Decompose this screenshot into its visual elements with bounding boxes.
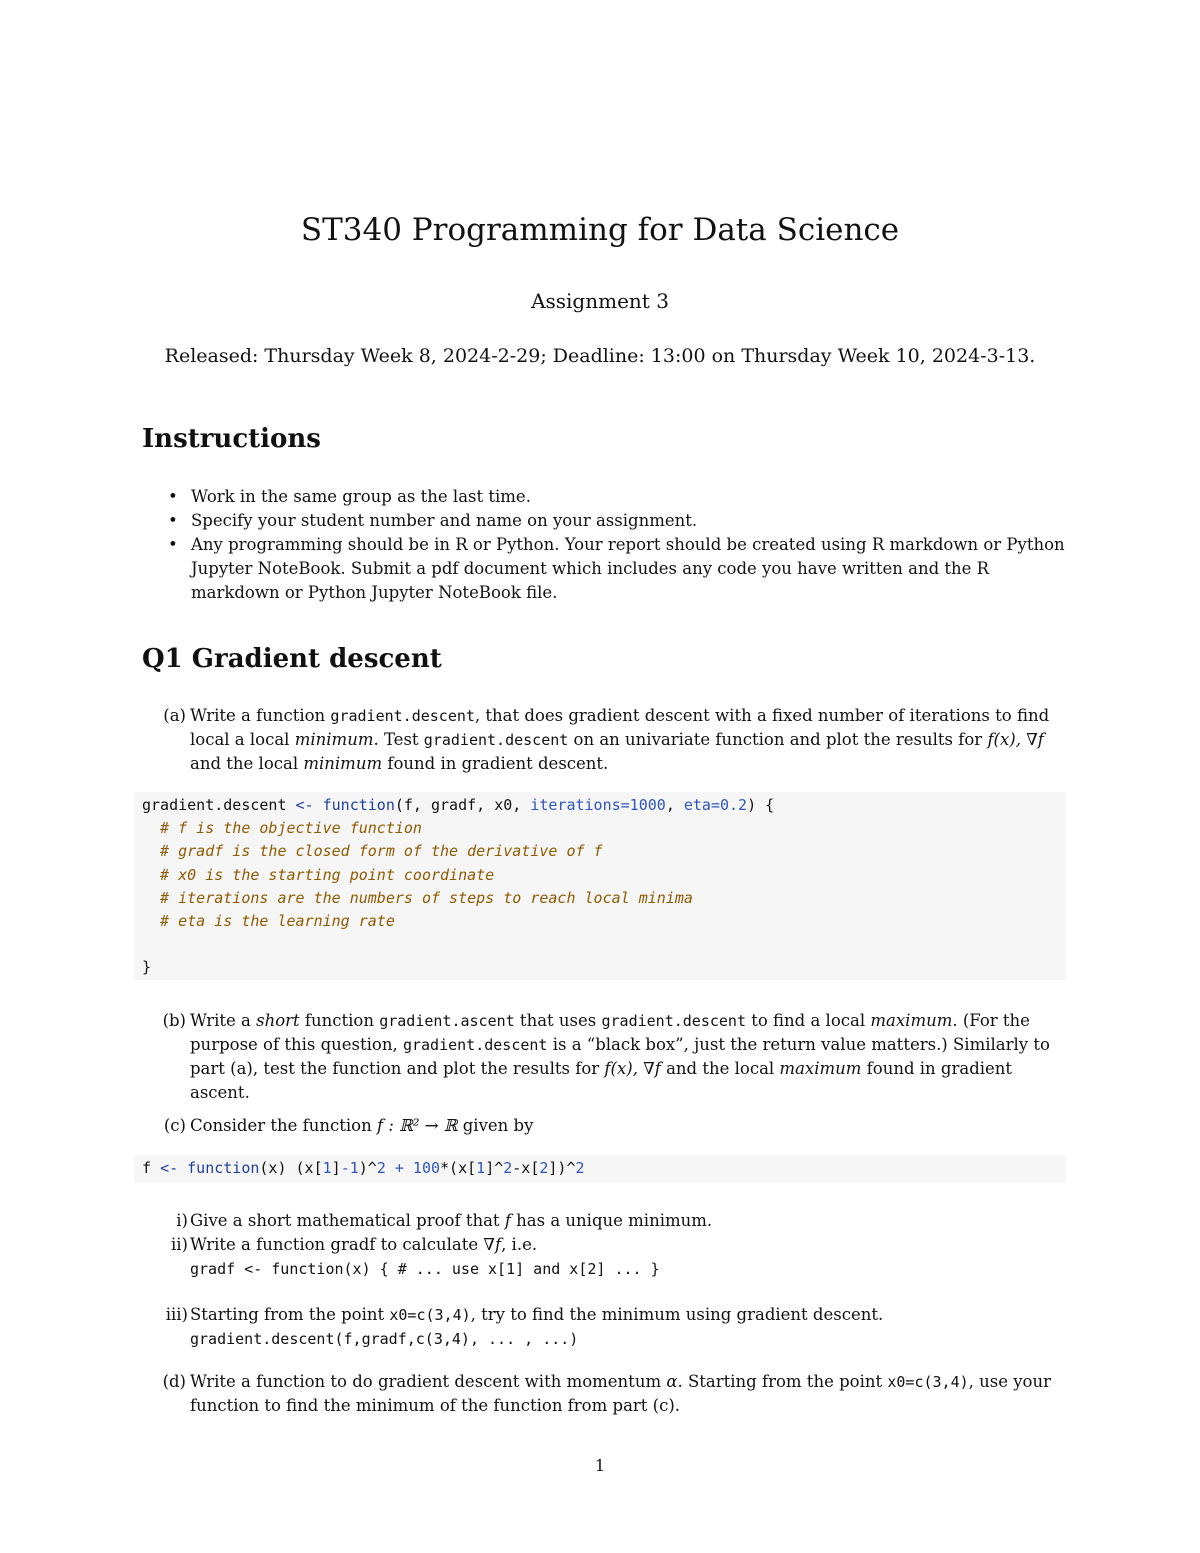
subpart-label: ii)	[171, 1235, 188, 1254]
q1-part-b	[152, 1009, 1064, 1105]
part-d-text: Write a function to do gradient descent with momentum α. Starting from the point x0=c(3,4), use your function to find the minimum of the function from part (c).	[190, 1372, 1052, 1415]
subpart-label: i)	[176, 1211, 188, 1230]
inline-code: gradf <- function(x) { # ... use x[1] and x[2] ... }	[190, 1260, 660, 1278]
code-comment: # f is the objective function	[142, 819, 422, 838]
release-deadline-dates: Released: Thursday Week 8, 2024-2-29; Deadline: 13:00 on Thursday Week 10, 2024-3-13.	[164, 345, 1036, 367]
q1-c-subpart-ii: ii) Write a function gradf to calculate ∇f, i.e. gradf <- function(x) { # ... use x[1] and x[2] ... }	[152, 1233, 1064, 1281]
code-block-function-f: f <- function(x) (x[1]-1)^2 + 100*(x[1]^2-x[2])^2	[134, 1155, 1066, 1183]
page-number: 1	[594, 1456, 606, 1475]
code-line: }	[142, 958, 152, 977]
code-comment: # eta is the learning rate	[142, 912, 395, 931]
document-title: ST340 Programming for Data Science	[300, 212, 900, 248]
q1-c-subpart-i: i) Give a short mathematical proof that f has a unique minimum.	[152, 1209, 1064, 1233]
assignment-subtitle: Assignment 3	[531, 289, 669, 313]
instruction-item: • Work in the same group as the last time.	[166, 485, 1066, 509]
code-line: gradient.descent <- function(f, gradf, x0, iterations=1000, eta=0.2) {	[142, 796, 775, 814]
q1-c-subpart-iii: iii) Starting from the point x0=c(3,4), try to find the minimum using gradient descent. gradient.descent(f,gradf,c(3,4), ... , ...)	[152, 1303, 1064, 1351]
part-label: (d)	[162, 1372, 186, 1391]
subpart-label: iii)	[165, 1305, 188, 1324]
inline-code: gradient.descent(f,gradf,c(3,4), ... , ...)	[190, 1330, 579, 1348]
q1-part-c	[152, 1114, 1064, 1138]
part-b-text: Write a short function gradient.ascent that uses gradient.descent to find a local maximum. (For the purpose of this question, gradient.descent is a “black box”, just the return value matters.) Similarly to part (a), test the function and plot the results for f(x), ∇f and the local maximum found in gradient ascent.	[190, 1011, 1050, 1102]
code-block-gradient-descent	[134, 792, 1066, 980]
part-a-text: Write a function gradient.descent, that does gradient descent with a fixed number of iterations to find local a local minimum. Test gradient.descent on an univariate function and plot the results for f(x), ∇f and the local minimum found in gradient descent.	[190, 706, 1050, 773]
code-comment: # gradf is the closed form of the derivative of f	[142, 842, 603, 861]
instruction-item: • Specify your student number and name on your assignment.	[166, 509, 1066, 533]
code-blank-line	[142, 933, 1058, 956]
instruction-item: • Any programming should be in R or Python. Your report should be created using R markdown or Python Jupyter NoteBook. Submit a pdf document which includes any code you have written and the R markdown or Python Jupyter NoteBook file.	[166, 533, 1066, 605]
part-label: (a)	[163, 706, 186, 725]
code-comment: # x0 is the starting point coordinate	[142, 865, 495, 884]
part-c-text: Consider the function f : ℝ² → ℝ given by	[190, 1116, 534, 1135]
instructions-heading: Instructions	[142, 424, 321, 454]
part-label: (c)	[163, 1116, 186, 1135]
part-label: (b)	[162, 1011, 186, 1030]
code-comment: # iterations are the numbers of steps to reach local minima	[142, 888, 693, 907]
q1-part-a	[152, 704, 1064, 776]
q1-part-d	[152, 1370, 1064, 1418]
instructions-list	[166, 485, 1066, 605]
q1-heading: Q1 Gradient descent	[142, 644, 442, 674]
